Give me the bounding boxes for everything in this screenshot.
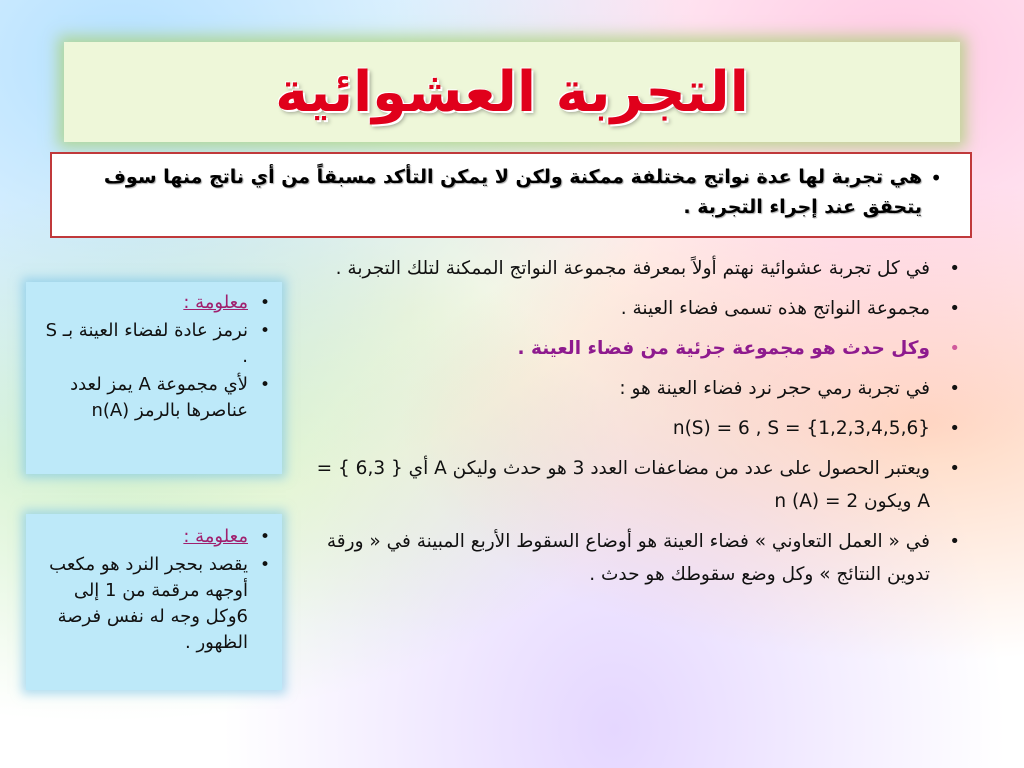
main-point — [300, 372, 976, 405]
note-item — [36, 372, 272, 424]
bullet-icon: • — [949, 338, 960, 359]
note-item — [36, 318, 272, 370]
note-item-text: يقصد بحجر النرد هو مكعب أوجهه مرقمة من 1 إلى 6وكل وجه له نفس فرصة الظهور . — [49, 554, 248, 653]
bullet-icon: • — [949, 378, 960, 399]
bullet-icon: • — [930, 166, 942, 190]
main-point-highlighted — [300, 332, 976, 365]
info-note-box — [26, 282, 282, 474]
main-point — [300, 452, 976, 518]
definition-box — [50, 152, 972, 238]
bullet-icon: • — [259, 293, 270, 313]
bullet-icon: • — [949, 458, 960, 479]
main-point — [300, 412, 976, 445]
bullet-icon: • — [259, 555, 270, 575]
bullet-icon: • — [949, 258, 960, 279]
main-points-list — [300, 252, 976, 598]
note-heading-item — [36, 290, 272, 316]
sample-space-formula: n(S) = 6 , S = {1,2,3,4,5,6} — [672, 418, 930, 439]
main-point-text: مجموعة النواتج هذه تسمى فضاء العينة . — [620, 298, 930, 319]
main-point — [300, 252, 976, 285]
note-heading: معلومة : — [183, 526, 248, 547]
note-heading: معلومة : — [183, 292, 248, 313]
bullet-icon: • — [259, 375, 270, 395]
note-heading-item — [36, 524, 272, 550]
main-point — [300, 525, 976, 591]
main-point-text: في كل تجربة عشوائية نهتم أولاً بمعرفة مجموعة النواتج الممكنة لتلك التجربة . — [335, 258, 930, 279]
bullet-icon: • — [259, 527, 270, 547]
bullet-icon: • — [949, 298, 960, 319]
main-point-text: في تجربة رمي حجر نرد فضاء العينة هو : — [619, 378, 930, 399]
note-item — [36, 552, 272, 656]
main-point-text: في « العمل التعاوني » فضاء العينة هو أوضاع السقوط الأربع المبينة في « ورقة تدوين النتائج » وكل وضع سقوطك هو حدث . — [326, 531, 930, 585]
bullet-icon: • — [949, 531, 960, 552]
bullet-icon: • — [949, 418, 960, 439]
definition-text: هي تجربة لها عدة نواتج مختلفة ممكنة ولكن لا يمكن التأكد مسبقاً من أي ناتج منها سوف يتحقق عند إجراء التجربة . — [103, 166, 922, 218]
main-point-text: ويعتبر الحصول على عدد من مضاعفات العدد 3 هو حدث وليكن A أي { 6,3 } = A ويكون n (A) = 2 — [316, 458, 930, 512]
title-banner — [64, 42, 960, 142]
main-point — [300, 292, 976, 325]
page-title: التجربة العشوائية — [275, 59, 749, 125]
info-note-box — [26, 514, 282, 690]
main-point-text: وكل حدث هو مجموعة جزئية من فضاء العينة . — [517, 338, 930, 359]
bullet-icon: • — [259, 321, 270, 341]
note-item-text: لأي مجموعة A يمز لعدد عناصرها بالرمز n(A) — [70, 374, 248, 421]
note-item-text: نرمز عادة لفضاء العينة بـ S . — [45, 320, 248, 367]
